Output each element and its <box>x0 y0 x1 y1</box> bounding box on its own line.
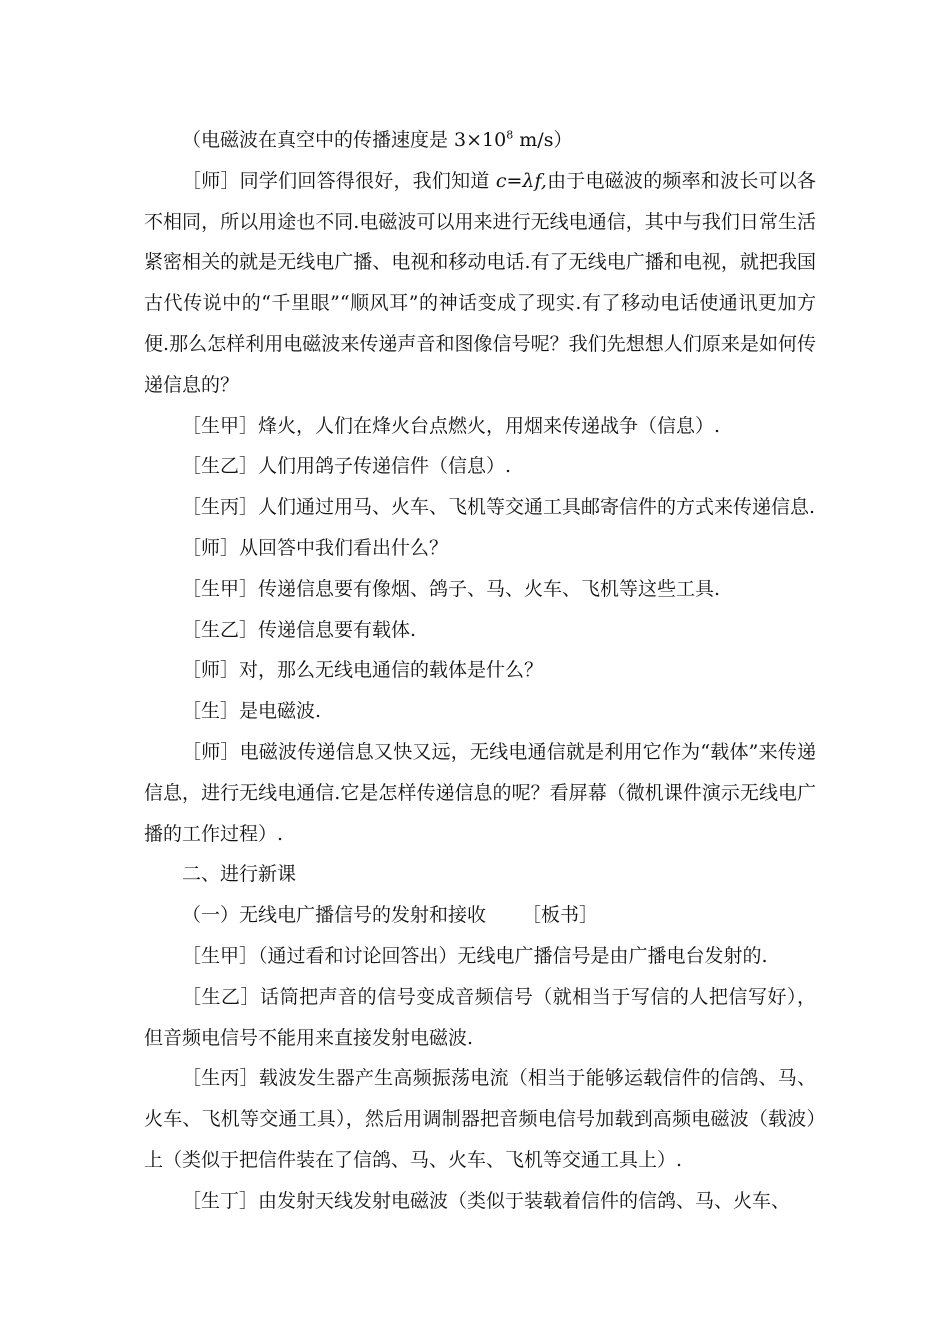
paragraph-student-b-pigeon: ［生乙］人们用鸽子传递信件（信息）. <box>182 455 512 478</box>
paragraph-student-b-microphone: ［生乙］话筒把声音的信号变成音频信号（就相当于写信的人把信写好），但音频电信号不能用来直接发射电磁波. <box>144 985 816 1049</box>
paragraph-student-c-modulator: ［生丙］载波发生器产生高频振荡电流（相当于能够运载信件的信鸽、马、火车、飞机等交通工具），然后用调制器把音频电信号加载到高频电磁波（载波）上（类似于把信件装在了信鸽、马、火车、飞机等交通工具上）. <box>144 1067 816 1171</box>
subsection-title: （一）无线电广播信号的发射和接收 <box>182 904 487 927</box>
teacher-intro-text: 由于电磁波的频率和波长可以各不相同，所以用途也不同.电磁波可以用来进行无线电通信，其中与我们日常生活紧密相关的就是无线电广播、电视和移动电话.有了无线电广播和电视，就把我国古代传说中的“千里眼”“顺风耳”的神话变成了现实.有了移动电话使通讯更加方便.那么怎样利用电磁波来传递声音和图像信号呢？我们先想想人们原来是如何传递信息的？ <box>144 169 816 396</box>
paragraph-student-d-antenna: ［生丁］由发射天线发射电磁波（类似于装载着信件的信鸽、马、火车、 <box>182 1189 791 1212</box>
paragraph-student-c-transport: ［生丙］人们通过用马、火车、飞机等交通工具邮寄信件的方式来传递信息. <box>182 496 816 519</box>
speed-note-unit: m/s） <box>513 129 573 151</box>
board-tag: ［板书］ <box>522 904 599 927</box>
speed-note-text: （电磁波在真空中的传播速度是 3×10 <box>182 129 507 151</box>
paragraph-student-a-station: ［生甲］（通过看和讨论回答出）无线电广播信号是由广播电台发射的. <box>182 944 768 967</box>
paragraph-student-b-carrier: ［生乙］传递信息要有载体. <box>182 618 417 641</box>
paragraph-teacher-screen: ［师］电磁波传递信息又快又远，无线电通信就是利用它作为“载体”来传递信息，进行无线电通信.它是怎样传递信息的呢？看屏幕（微机课件演示无线电广播的工作过程）. <box>144 740 816 845</box>
paragraph-teacher-question: ［师］从回答中我们看出什么？ <box>182 536 449 559</box>
exponent: 8 <box>506 128 514 142</box>
paragraph-student-a-tools: ［生甲］传递信息要有像烟、鸽子、马、火车、飞机等这些工具. <box>182 577 721 600</box>
paragraph-student-answer: ［生］是电磁波. <box>182 700 322 723</box>
teacher-intro-prefix: ［师］同学们回答得很好，我们知道 <box>182 169 496 192</box>
document-body <box>144 120 816 1222</box>
paragraph-student-a-beacon: ［生甲］烽火，人们在烽火台点燃火，用烟来传递战争（信息）. <box>182 414 721 437</box>
paragraph-speed-note <box>144 120 816 161</box>
wave-formula: c=λf, <box>495 169 547 192</box>
section-heading-new-lesson: 二、进行新课 <box>182 863 297 886</box>
subsection-heading-broadcast <box>144 895 816 936</box>
paragraph-teacher-intro <box>144 161 816 406</box>
paragraph-teacher-carrier-question: ［师］对，那么无线电通信的载体是什么？ <box>182 659 544 682</box>
